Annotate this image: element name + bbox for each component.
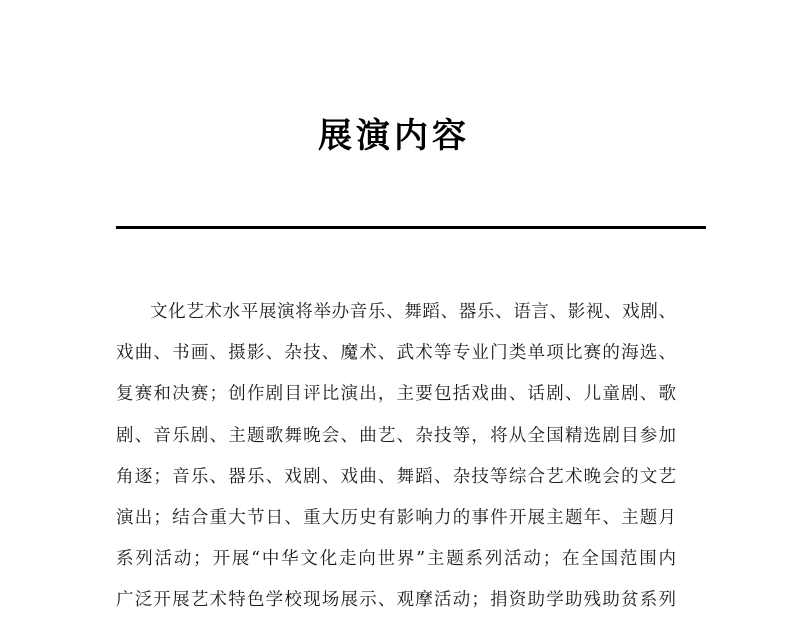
- paragraph-line: 角逐；音乐、器乐、戏剧、戏曲、舞蹈、杂技等综合艺术晚会的文艺: [116, 466, 676, 487]
- paragraph-line: 复赛和决赛；创作剧目评比演出，主要包括戏曲、话剧、儿童剧、歌: [116, 384, 676, 405]
- paragraph-line: 广泛开展艺术特色学校现场展示、观摩活动；捐资助学助残助贫系列: [116, 590, 676, 611]
- paragraph-line: 文化艺术水平展演将举办音乐、舞蹈、器乐、语言、影视、戏剧、: [150, 302, 676, 322]
- page-title: 展演内容: [318, 116, 470, 156]
- paragraph-line: 演出；结合重大节日、重大历史有影响力的事件开展主题年、主题月: [116, 507, 676, 528]
- paragraph-line: 戏曲、书画、摄影、杂技、魔术、武术等专业门类单项比赛的海选、: [116, 343, 676, 364]
- paragraph-line: 系列活动；开展“中华文化走向世界”主题系列活动；在全国范围内: [116, 549, 676, 570]
- title-divider: [116, 226, 706, 229]
- body-paragraph: [116, 292, 676, 622]
- paragraph-line: 剧、音乐剧、主题歌舞晚会、曲艺、杂技等，将从全国精选剧目参加: [116, 425, 676, 446]
